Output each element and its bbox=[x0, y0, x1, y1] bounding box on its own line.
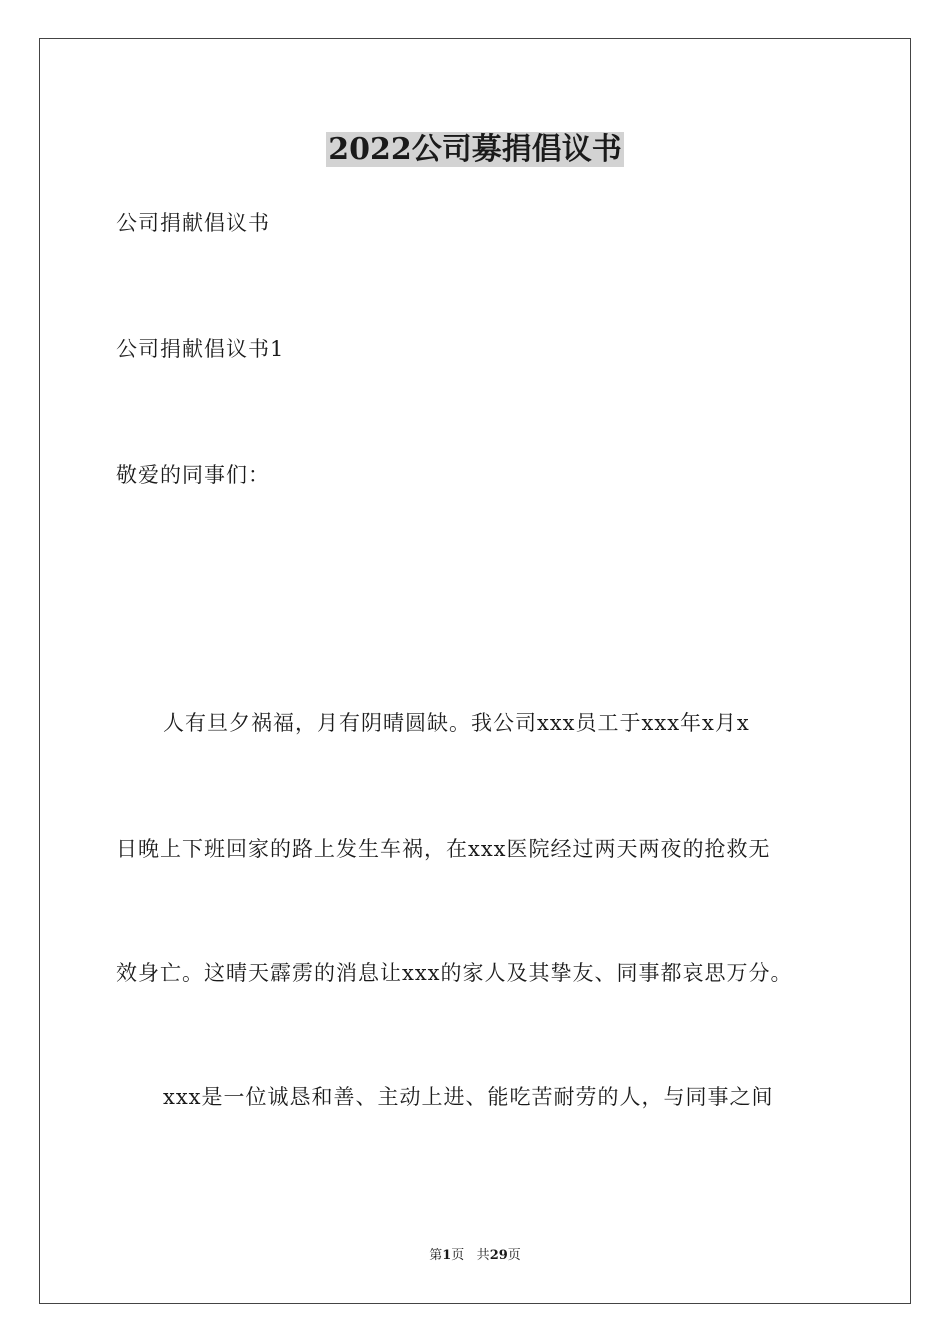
footer-total-prefix: 共 bbox=[476, 1248, 490, 1263]
footer-page-number: 1 bbox=[442, 1248, 452, 1263]
body-line-salutation: 敬爱的同事们： bbox=[116, 463, 270, 487]
document-title-text: 2022公司募捐倡议书 bbox=[328, 132, 622, 167]
body-paragraph-line: 人有旦夕祸福，月有阴晴圆缺。我公司xxx员工于xxx年x月x bbox=[163, 711, 750, 735]
footer-total-suffix: 页 bbox=[507, 1248, 521, 1263]
body-paragraph-line: 效身亡。这晴天霹雳的消息让xxx的家人及其挚友、同事都哀思万分。 bbox=[116, 961, 793, 985]
document-title bbox=[0, 128, 950, 172]
body-paragraph-line: xxx是一位诚恳和善、主动上进、能吃苦耐劳的人，与同事之间 bbox=[163, 1085, 774, 1109]
footer-total-pages: 29 bbox=[489, 1248, 508, 1263]
body-line-subheading: 公司捐献倡议书1 bbox=[116, 337, 285, 361]
footer-prefix: 第 bbox=[429, 1248, 443, 1263]
body-paragraph-line: 日晚上下班回家的路上发生车祸，在xxx医院经过两天两夜的抢救无 bbox=[116, 837, 771, 861]
footer-page-suffix: 页 bbox=[451, 1248, 465, 1263]
page-footer bbox=[0, 1246, 950, 1266]
body-line-heading: 公司捐献倡议书 bbox=[116, 211, 270, 235]
